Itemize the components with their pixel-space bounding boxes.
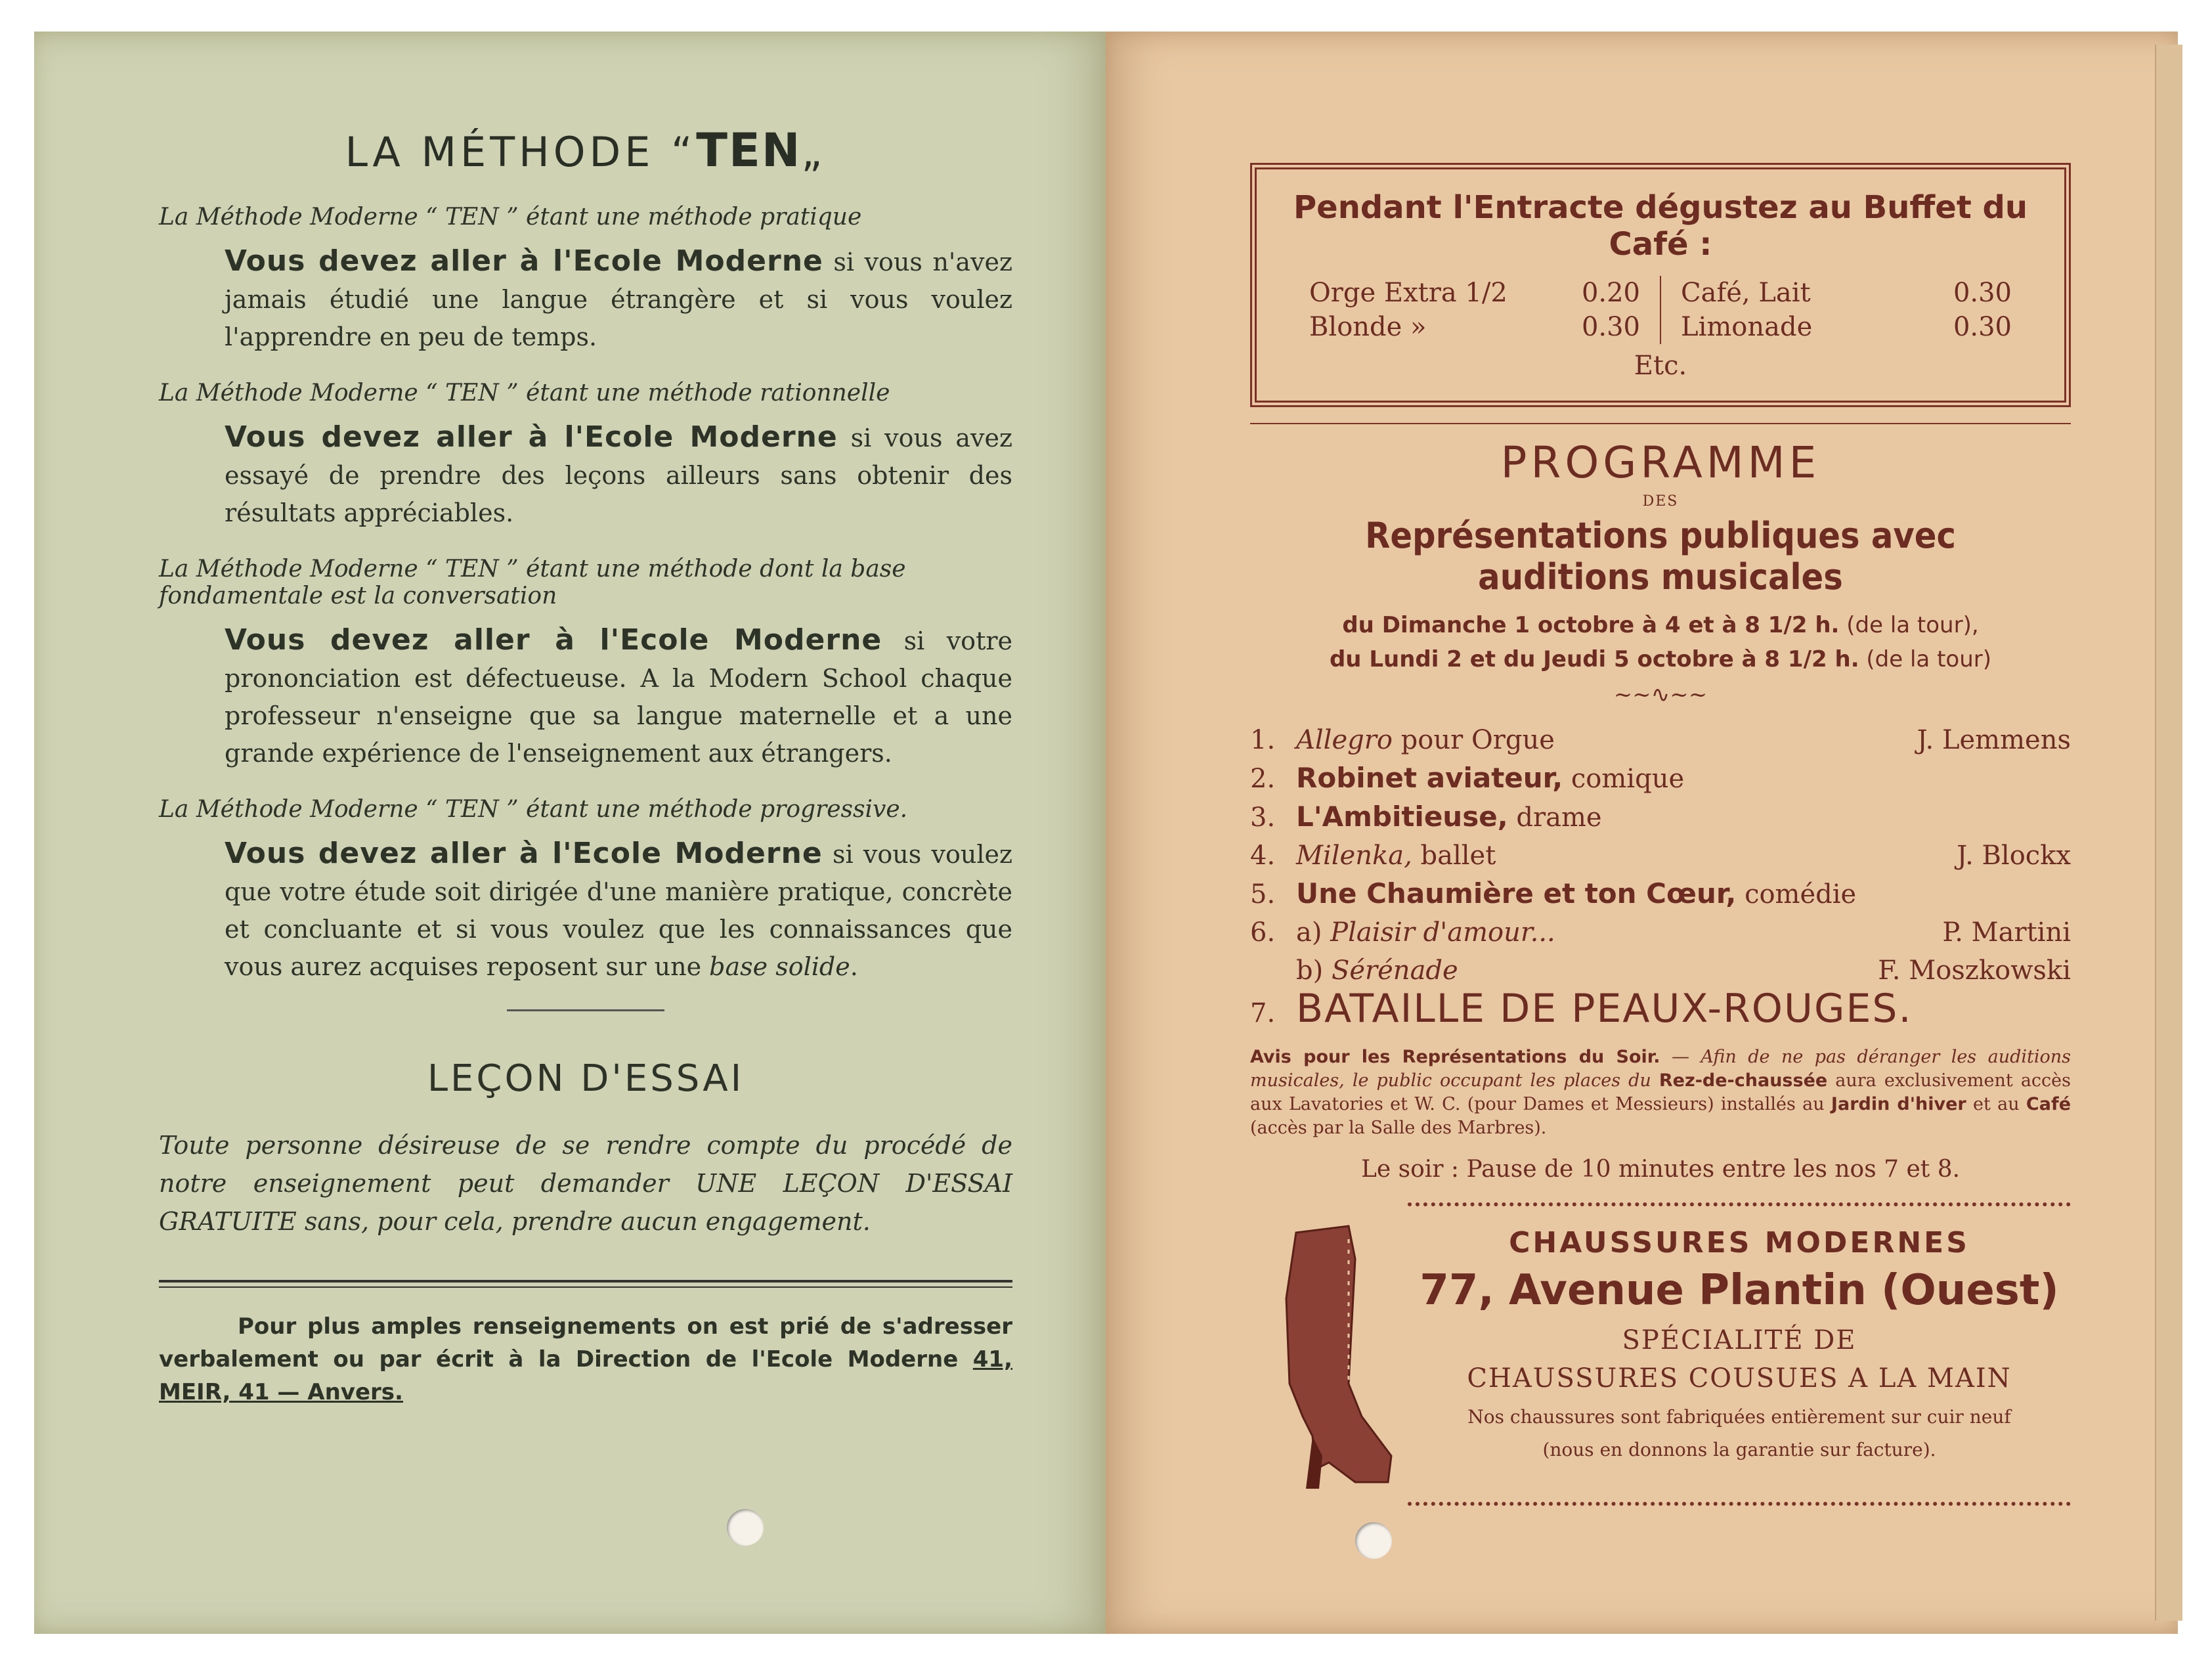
notice-rest: et au [1966, 1094, 2026, 1114]
section-intro: La Méthode Moderne “ TEN ” étant une méthode rationnelle [159, 380, 890, 406]
programme-subtitle: Représentations publiques avec auditions musicales [1365, 515, 1956, 598]
programme-title: PROGRAMME [1500, 437, 1821, 488]
item-suffix: comique [1563, 764, 1685, 794]
title-prefix: LA MÉTHODE “ [345, 128, 697, 176]
item-composer: P. Martini [1942, 917, 2071, 948]
ornament-rule [1408, 1502, 2071, 1506]
divider [1250, 423, 2071, 424]
notice-italic: — Afin de ne pas déranger les auditions musicales, le public occupant les places du [1250, 1047, 2071, 1091]
section-intro: La Méthode Moderne “ TEN ” étant une méthode pratique [159, 204, 862, 230]
menu-item [1681, 276, 2012, 310]
item-title: L'Ambitieuse, [1296, 801, 1508, 833]
item-title: Robinet aviateur, [1296, 762, 1563, 794]
notice-bold: Café [2026, 1094, 2071, 1114]
boot-icon [1250, 1219, 1395, 1495]
section-rest-end: . [850, 952, 858, 981]
section-lead: Vous devez aller à l'Ecole Moderne [225, 623, 882, 657]
menu-item-price: 0.30 [1953, 278, 2012, 308]
section-rest: si vous avez essayé de prendre des leçons ailleurs sans obtenir des résultats appréciables. [225, 424, 1013, 527]
left-content [159, 110, 1012, 1431]
programme-item [1250, 913, 2071, 952]
section-lead: Vous devez aller à l'Ecole Moderne [225, 837, 823, 870]
title-strong: TEN [696, 123, 802, 177]
item-title: Milenka, [1296, 841, 1412, 871]
shoe-specialty-1: SPÉCIALITÉ DE [1622, 1325, 1857, 1355]
section-rest: si votre prononciation est défectueuse. A la Modern School chaque professeur n'enseigne que sa langue maternelle et a une grande expérience de l'enseignement aux étrangers. [225, 626, 1012, 768]
menu-item-name: Café, Lait [1681, 278, 1811, 308]
lecon-title: LEÇON D'ESSAI [427, 1057, 745, 1100]
programme-list [1250, 721, 2071, 1032]
programme-item [1250, 759, 2071, 798]
notice-bold: Jardin d'hiver [1831, 1094, 1966, 1114]
item-title: BATAILLE DE PEAUX-ROUGES. [1296, 986, 1913, 1032]
item-composer: F. Moszkowski [1878, 955, 2071, 986]
item-title-wrap [1296, 721, 1917, 759]
item-suffix: drame [1507, 802, 1602, 833]
section-1 [159, 204, 1012, 356]
contact-info [159, 1310, 1012, 1409]
buffet-box [1250, 163, 2071, 407]
section-4 [159, 796, 1012, 986]
shoe-address: 77, Avenue Plantin (Ouest) [1420, 1266, 2059, 1315]
menu-item-price: 0.30 [1581, 312, 1640, 342]
shoe-note-1: Nos chaussures sont fabriquées entièrement sur cuir neuf [1467, 1406, 2011, 1428]
date-bold: du Lundi 2 et du Jeudi 5 octobre à 8 1/2 h. [1329, 646, 1859, 672]
item-title: Plaisir d'amour... [1330, 917, 1555, 948]
shoe-advertisement [1250, 1219, 2071, 1495]
shoe-note-2: (nous en donnons la garantie sur facture). [1542, 1439, 1936, 1460]
right-page [1106, 32, 2178, 1634]
section-paragraph [225, 418, 1012, 532]
shoe-brand: CHAUSSURES MODERNES [1509, 1226, 1970, 1260]
notice-rest: (accès par la Salle des Marbres). [1250, 1118, 1547, 1138]
date-line-2 [1250, 642, 2071, 676]
item-number: 1. [1250, 725, 1276, 755]
item-prefix: a) [1296, 917, 1331, 948]
programme-dates [1250, 608, 2071, 676]
programme-item [1250, 986, 2071, 1032]
menu-item [1309, 310, 1640, 344]
punch-hole-left [727, 1509, 764, 1546]
left-page [34, 32, 1106, 1634]
menu-item-name: Limonade [1681, 312, 1813, 342]
ornament-rule [1408, 1202, 2071, 1206]
contact-text: Pour plus amples renseignements on est prié de s'adresser verbalement ou par écrit à la Direction de l'Ecole Moderne [159, 1313, 1012, 1372]
item-suffix: ballet [1412, 841, 1496, 871]
notice-rest: aura exclusivement accès aux Lavatories et W. C. (pour Dames et Messieurs) installés au [1250, 1070, 2071, 1114]
menu-item-price: 0.20 [1581, 278, 1640, 308]
item-title-wrap [1296, 837, 1957, 875]
item-title-wrap [1296, 759, 2071, 798]
item-suffix: comédie [1736, 879, 1857, 910]
right-content [1250, 163, 2071, 1519]
notice-bold: Rez-de-chaussée [1659, 1070, 1828, 1091]
buffet-menu [1290, 276, 2031, 344]
date-rest: (de la tour), [1839, 612, 1979, 638]
item-suffix: pour Orgue [1392, 725, 1555, 755]
date-line-1 [1250, 608, 2071, 642]
item-number: 7. [1250, 998, 1276, 1028]
item-title-wrap [1296, 952, 1878, 990]
item-number: 5. [1250, 879, 1276, 910]
section-paragraph [225, 621, 1012, 772]
section-rest: si vous n'avez jamais étudié une langue étrangère et si vous voulez l'apprendre en peu de temps. [225, 248, 1012, 351]
menu-item-price: 0.30 [1953, 312, 2012, 342]
section-lead: Vous devez aller à l'Ecole Moderne [225, 244, 823, 278]
buffet-column-left [1290, 276, 1661, 344]
notice-bold: Avis pour les Représentations du Soir. [1250, 1047, 1660, 1067]
item-composer: J. Lemmens [1917, 725, 2071, 755]
item-composer: J. Blockx [1957, 841, 2071, 871]
punch-hole-right [1355, 1522, 1392, 1559]
date-rest: (de la tour) [1859, 646, 1992, 672]
menu-item-name: Blonde » [1309, 312, 1427, 342]
item-title: Sérénade [1331, 955, 1458, 986]
section-rest: si vous voulez que votre étude soit dirigée d'une manière pratique, concrète et concluante et si vous voulez que les connaissances que vous aurez acquises reposent sur une [225, 840, 1012, 981]
programme-item [1250, 837, 2071, 875]
double-divider [159, 1280, 1012, 1288]
programme-item [1250, 875, 2071, 913]
programme-item [1250, 952, 2071, 990]
buffet-title: Pendant l'Entracte dégustez au Buffet du Café : [1293, 189, 2028, 263]
item-number: 4. [1250, 841, 1276, 871]
shoe-text [1408, 1219, 2071, 1495]
flourish-ornament: ~~∿~~ [1613, 682, 1708, 708]
item-title-wrap [1296, 798, 2071, 837]
booklet [34, 32, 2178, 1634]
section-intro: La Méthode Moderne “ TEN ” étant une méthode dont la base fondamentale est la conversation [159, 556, 906, 609]
item-prefix: b) [1296, 955, 1332, 986]
programme-item [1250, 798, 2071, 837]
item-title-wrap [1296, 913, 1942, 952]
programme-des: DES [1642, 493, 1679, 510]
buffet-column-right [1661, 276, 2031, 344]
item-title-wrap [1296, 875, 2071, 913]
item-number: 2. [1250, 764, 1276, 794]
section-rest-italic: base solide [709, 952, 850, 981]
section-intro: La Méthode Moderne “ TEN ” étant une méthode progressive. [159, 796, 908, 823]
section-3 [159, 556, 1012, 772]
divider [507, 1009, 664, 1011]
programme-item [1250, 721, 2071, 759]
item-title: Une Chaumière et ton Cœur, [1296, 877, 1737, 910]
lecon-body: Toute personne désireuse de se rendre compte du procédé de notre enseignement peut demander UNE LEÇON D'ESSAI GRATUITE sans, pour cela, prendre aucun engagement. [159, 1131, 1012, 1236]
page-edge [2155, 45, 2182, 1621]
item-number: 3. [1250, 802, 1276, 833]
menu-item [1681, 310, 2012, 344]
pause-note: Le soir : Pause de 10 minutes entre les nos 7 et 8. [1360, 1156, 1961, 1183]
menu-item-name: Orge Extra 1/2 [1309, 278, 1507, 308]
date-bold: du Dimanche 1 octobre à 4 et à 8 1/2 h. [1342, 612, 1840, 638]
evening-notice [1250, 1045, 2071, 1140]
title-suffix: „ [801, 128, 827, 176]
item-number: 6. [1250, 917, 1276, 948]
buffet-etc: Etc. [1634, 351, 1687, 381]
item-title: Allegro [1296, 725, 1393, 755]
contact-address: 41, MEIR, 41 — Anvers. [159, 1346, 1012, 1405]
section-2 [159, 380, 1012, 532]
section-paragraph [225, 835, 1012, 986]
method-title [159, 123, 1012, 177]
section-lead: Vous devez aller à l'Ecole Moderne [225, 420, 838, 454]
shoe-specialty-2: CHAUSSURES COUSUES A LA MAIN [1467, 1363, 2012, 1394]
menu-item [1309, 276, 1640, 310]
section-paragraph [225, 242, 1012, 356]
